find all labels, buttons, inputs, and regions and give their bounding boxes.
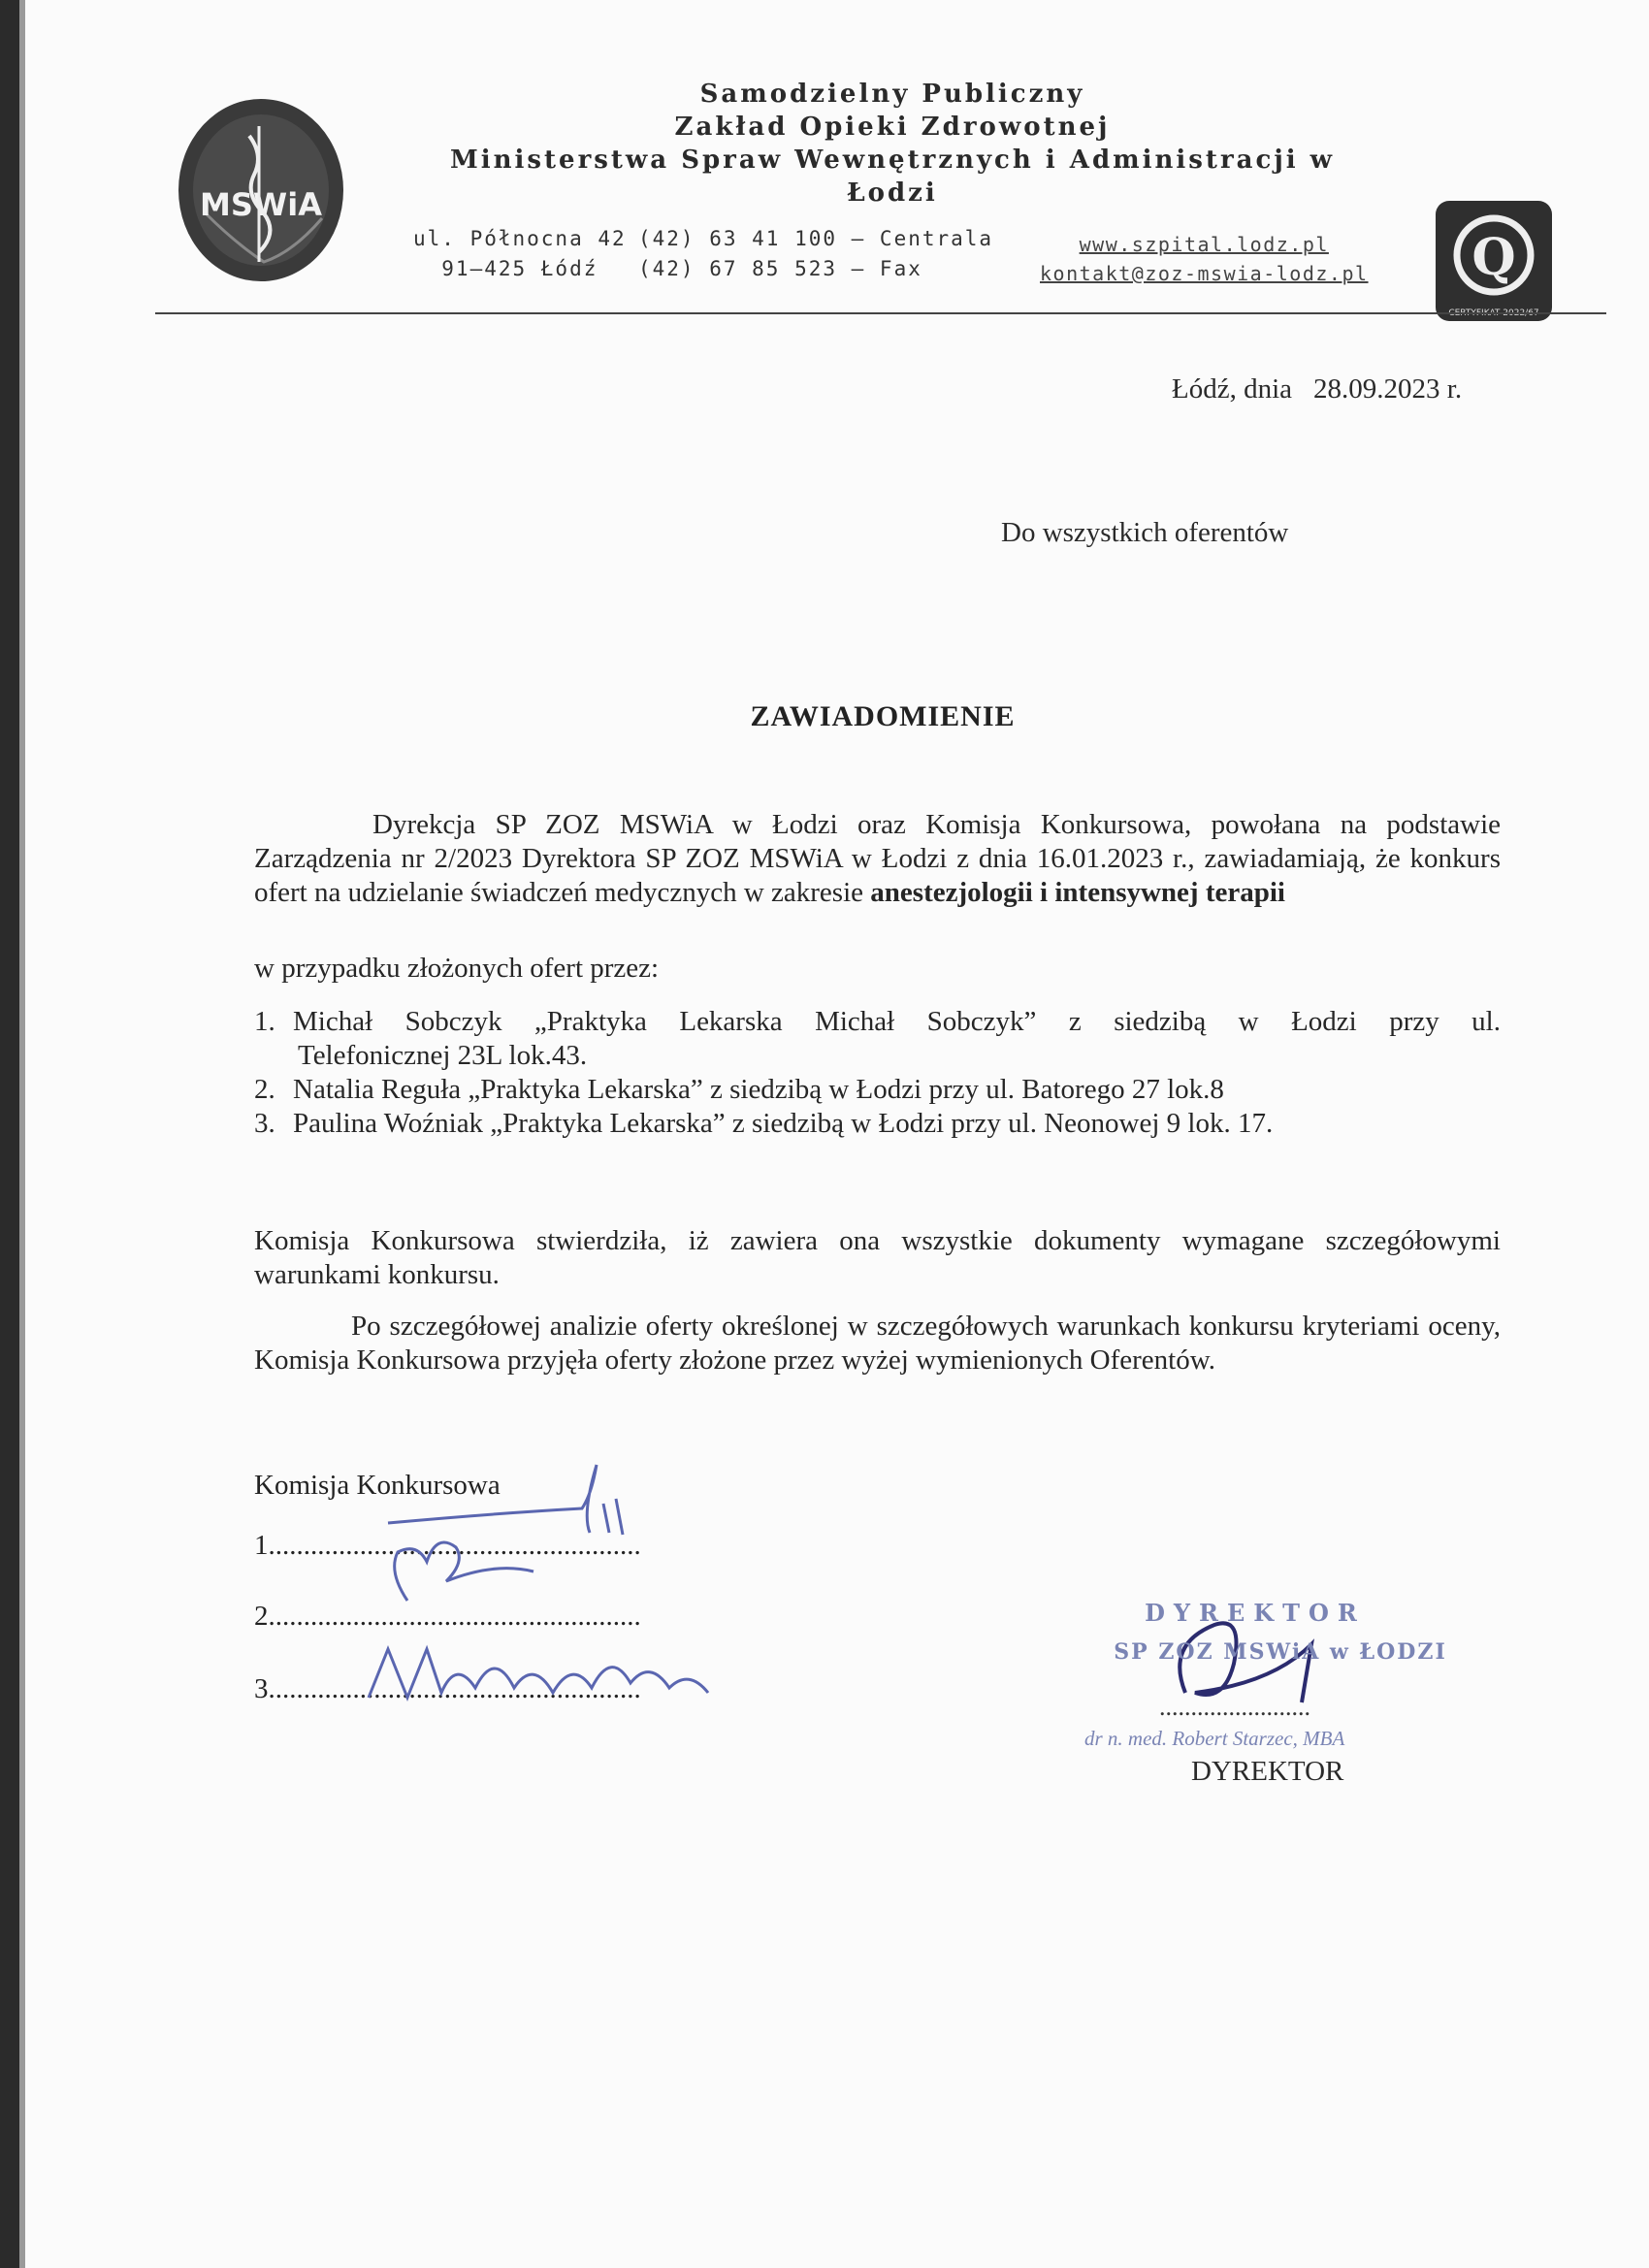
website-link[interactable]: www.szpital.lodz.pl: [1079, 233, 1329, 256]
stamp-organization: SP ZOZ MSWiA w ŁODZI: [1114, 1639, 1447, 1665]
address-block: [413, 224, 627, 284]
header-divider: [155, 312, 1606, 314]
cert-mark: Q: [1471, 228, 1516, 287]
list-item: [254, 1073, 1501, 1107]
list-item-text-cont: Telefonicznej 23L lok.43.: [298, 1040, 588, 1071]
org-line-1: Samodzielny Publiczny: [699, 80, 1085, 109]
date-label: Łódź, dnia: [1172, 373, 1293, 405]
signature-line-1: 1.....................................................: [254, 1530, 641, 1561]
list-item-number: 2.: [254, 1074, 275, 1105]
org-line-2: Zakład Opieki Zdrowotnej: [674, 113, 1111, 142]
list-item-number: 1.: [254, 1006, 275, 1037]
list-item-text: Natalia Reguła „Praktyka Lekarska” z siedzibą w Łodzi przy ul. Batorego 27 lok.8: [293, 1074, 1224, 1105]
phone-block: [638, 224, 993, 284]
stamp-title: DYREKTOR: [1145, 1599, 1366, 1627]
stamp-signature-line: ........................: [1159, 1693, 1310, 1721]
address-city: 91–425 Łódź: [441, 257, 598, 280]
paragraph-intro: [254, 808, 1501, 910]
date-value: 28.09.2023 r.: [1313, 373, 1463, 405]
scan-edge-shadow: [19, 0, 25, 2268]
committee-label: Komisja Konkursowa: [254, 1470, 501, 1501]
list-item-text: Paulina Woźniak „Praktyka Lekarska” z siedzibą w Łodzi przy ul. Neonowej 9 lok. 17.: [293, 1108, 1274, 1139]
contact-block: [1040, 230, 1369, 288]
mswia-logo-icon: [177, 97, 345, 283]
phone-fax: (42) 67 85 523 – Fax: [638, 257, 922, 280]
quality-certificate-icon: [1434, 199, 1554, 323]
phone-central: (42) 63 41 100 – Centrala: [638, 227, 994, 250]
list-item: [254, 1107, 1501, 1141]
email-link[interactable]: kontakt@zoz-mswia-lodz.pl: [1040, 262, 1369, 285]
recipient: Do wszystkich oferentów: [1001, 517, 1289, 548]
paragraph-findings: Komisja Konkursowa stwierdziła, iż zawiera ona wszystkie dokumenty wymagane szczegółowymi warunkami konkursu.: [254, 1225, 1501, 1290]
document-title: ZAWIADOMIENIE: [750, 700, 1016, 732]
address-street: ul. Północna 42: [413, 227, 627, 250]
list-item: [254, 1005, 1501, 1073]
director-label: DYREKTOR: [1191, 1756, 1344, 1787]
signature-line-3: 3.....................................................: [254, 1673, 641, 1704]
stamp-director-name: dr n. med. Robert Starzec, MBA: [1084, 1727, 1345, 1750]
signature-line-2: 2.....................................................: [254, 1601, 641, 1632]
intro-text: Dyrekcja SP ZOZ MSWiA w Łodzi oraz Komisja Konkursowa, powołana na podstawie Zarządzenia nr 2/2023 Dyrektora SP ZOZ MSWiA w Łodzi z dnia 16.01.2023 r., zawiadamiają, że konkurs ofert na udzielanie świadczeń medycznych w zakresie: [254, 809, 1501, 908]
org-line-3: Ministerstwa Spraw Wewnętrznych i Administracji w Łodzi: [449, 146, 1336, 208]
handwritten-signatures: [349, 1455, 757, 1746]
paragraph-decision: Po szczegółowej analizie oferty określonej w szczegółowych warunkach konkursu kryteriami oceny, Komisja Konkursowa przyjęła oferty złożone przez wyżej wymienionych Oferentów.: [254, 1311, 1501, 1376]
intro-bold-scope: anestezjologii i intensywnej terapii: [870, 877, 1285, 908]
list-item-text: Michał Sobczyk „Praktyka Lekarska Michał Sobczyk” z siedzibą w Łodzi przy ul.: [293, 1006, 1501, 1037]
paragraph-intro-continued: w przypadku złożonych ofert przez:: [254, 953, 660, 984]
offers-list: [254, 1005, 1501, 1141]
list-item-number: 3.: [254, 1108, 275, 1139]
scan-edge: [0, 0, 19, 2268]
logo-text: MSWiA: [200, 186, 322, 223]
letter-date: [1172, 373, 1462, 405]
organization-name: [407, 78, 1377, 210]
